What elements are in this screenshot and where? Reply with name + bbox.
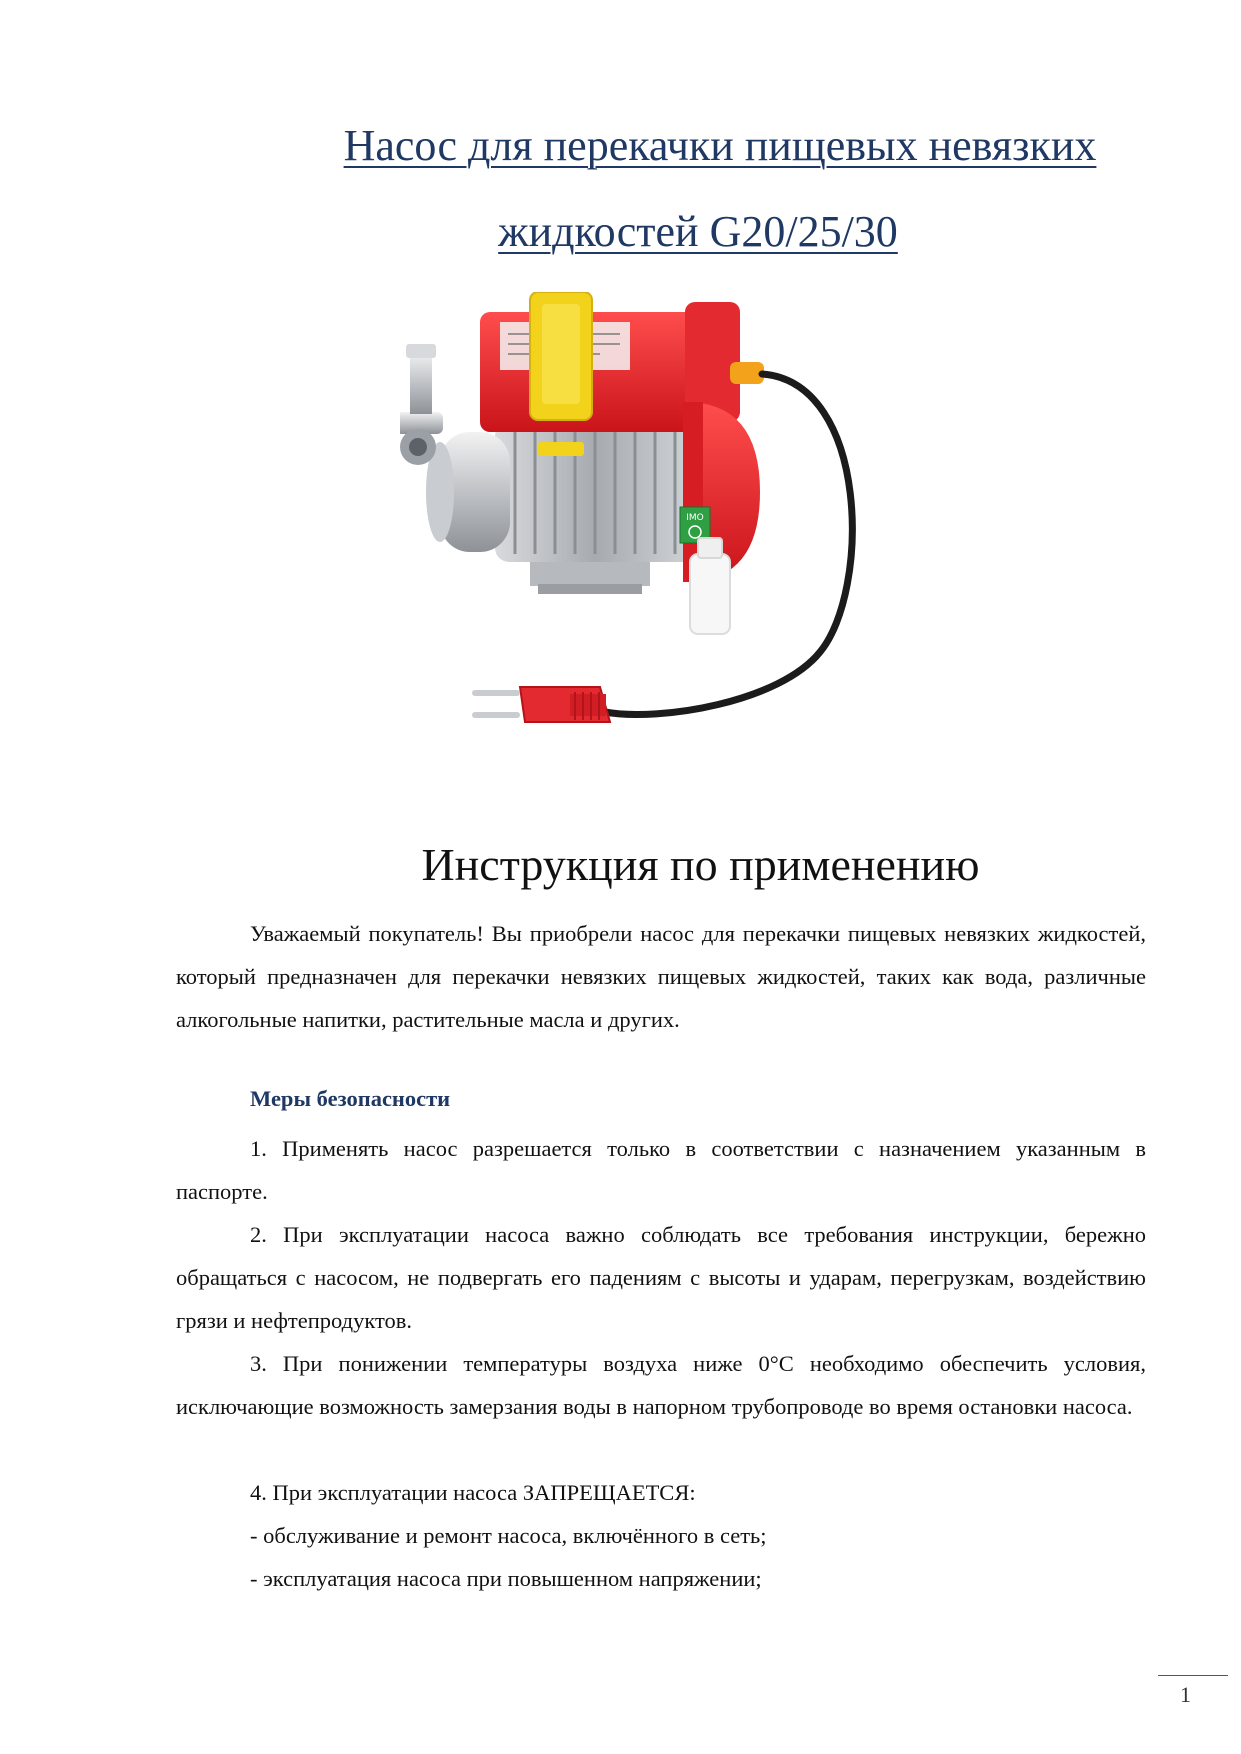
prohibition-item-1: - обслуживание и ремонт насоса, включённого в сеть; — [250, 1523, 767, 1548]
footer-divider — [1158, 1675, 1228, 1676]
pump-product-image — [400, 292, 960, 812]
accessory-bottle — [690, 554, 730, 634]
page-number: 1 — [1180, 1682, 1191, 1707]
prohibition-item-2: - эксплуатация насоса при повышенном напряжении; — [250, 1566, 762, 1591]
svg-text:IMO: IMO — [686, 513, 704, 523]
safety-item-4: 4. При эксплуатации насоса ЗАПРЕЩАЕТСЯ: — [250, 1480, 696, 1505]
safety-item-3: 3. При понижении температуры воздуха ниже 0°С необходимо обеспечить условия, исключающие возможность замерзания воды в напорном трубопроводе во время остановки насоса. — [176, 1351, 1146, 1419]
safety-item-2: 2. При эксплуатации насоса важно соблюдать все требования инструкции, бережно обращаться с насосом, не подвергать его падениям с высоты и ударам, перегрузкам, воздействию грязи и нефтепродуктов. — [176, 1222, 1146, 1333]
safety-item-1: 1. Применять насос разрешается только в соответствии с назначением указанным в паспорте. — [176, 1136, 1146, 1204]
power-plug — [472, 687, 610, 722]
document-title-line-2: жидкостей G20/25/30 — [498, 207, 898, 256]
intro-paragraph: Уважаемый покупатель! Вы приобрели насос для перекачки пищевых невязких жидкостей, который предназначен для перекачки невязких пищевых жидкостей, таких как вода, различные алкогольные напитки, растительные масла и других. — [176, 921, 1146, 1032]
document-subtitle: Инструкция по применению — [421, 839, 980, 890]
safety-heading: Меры безопасности — [250, 1086, 451, 1111]
document-title-line-1: Насос для перекачки пищевых невязких — [343, 121, 1097, 170]
